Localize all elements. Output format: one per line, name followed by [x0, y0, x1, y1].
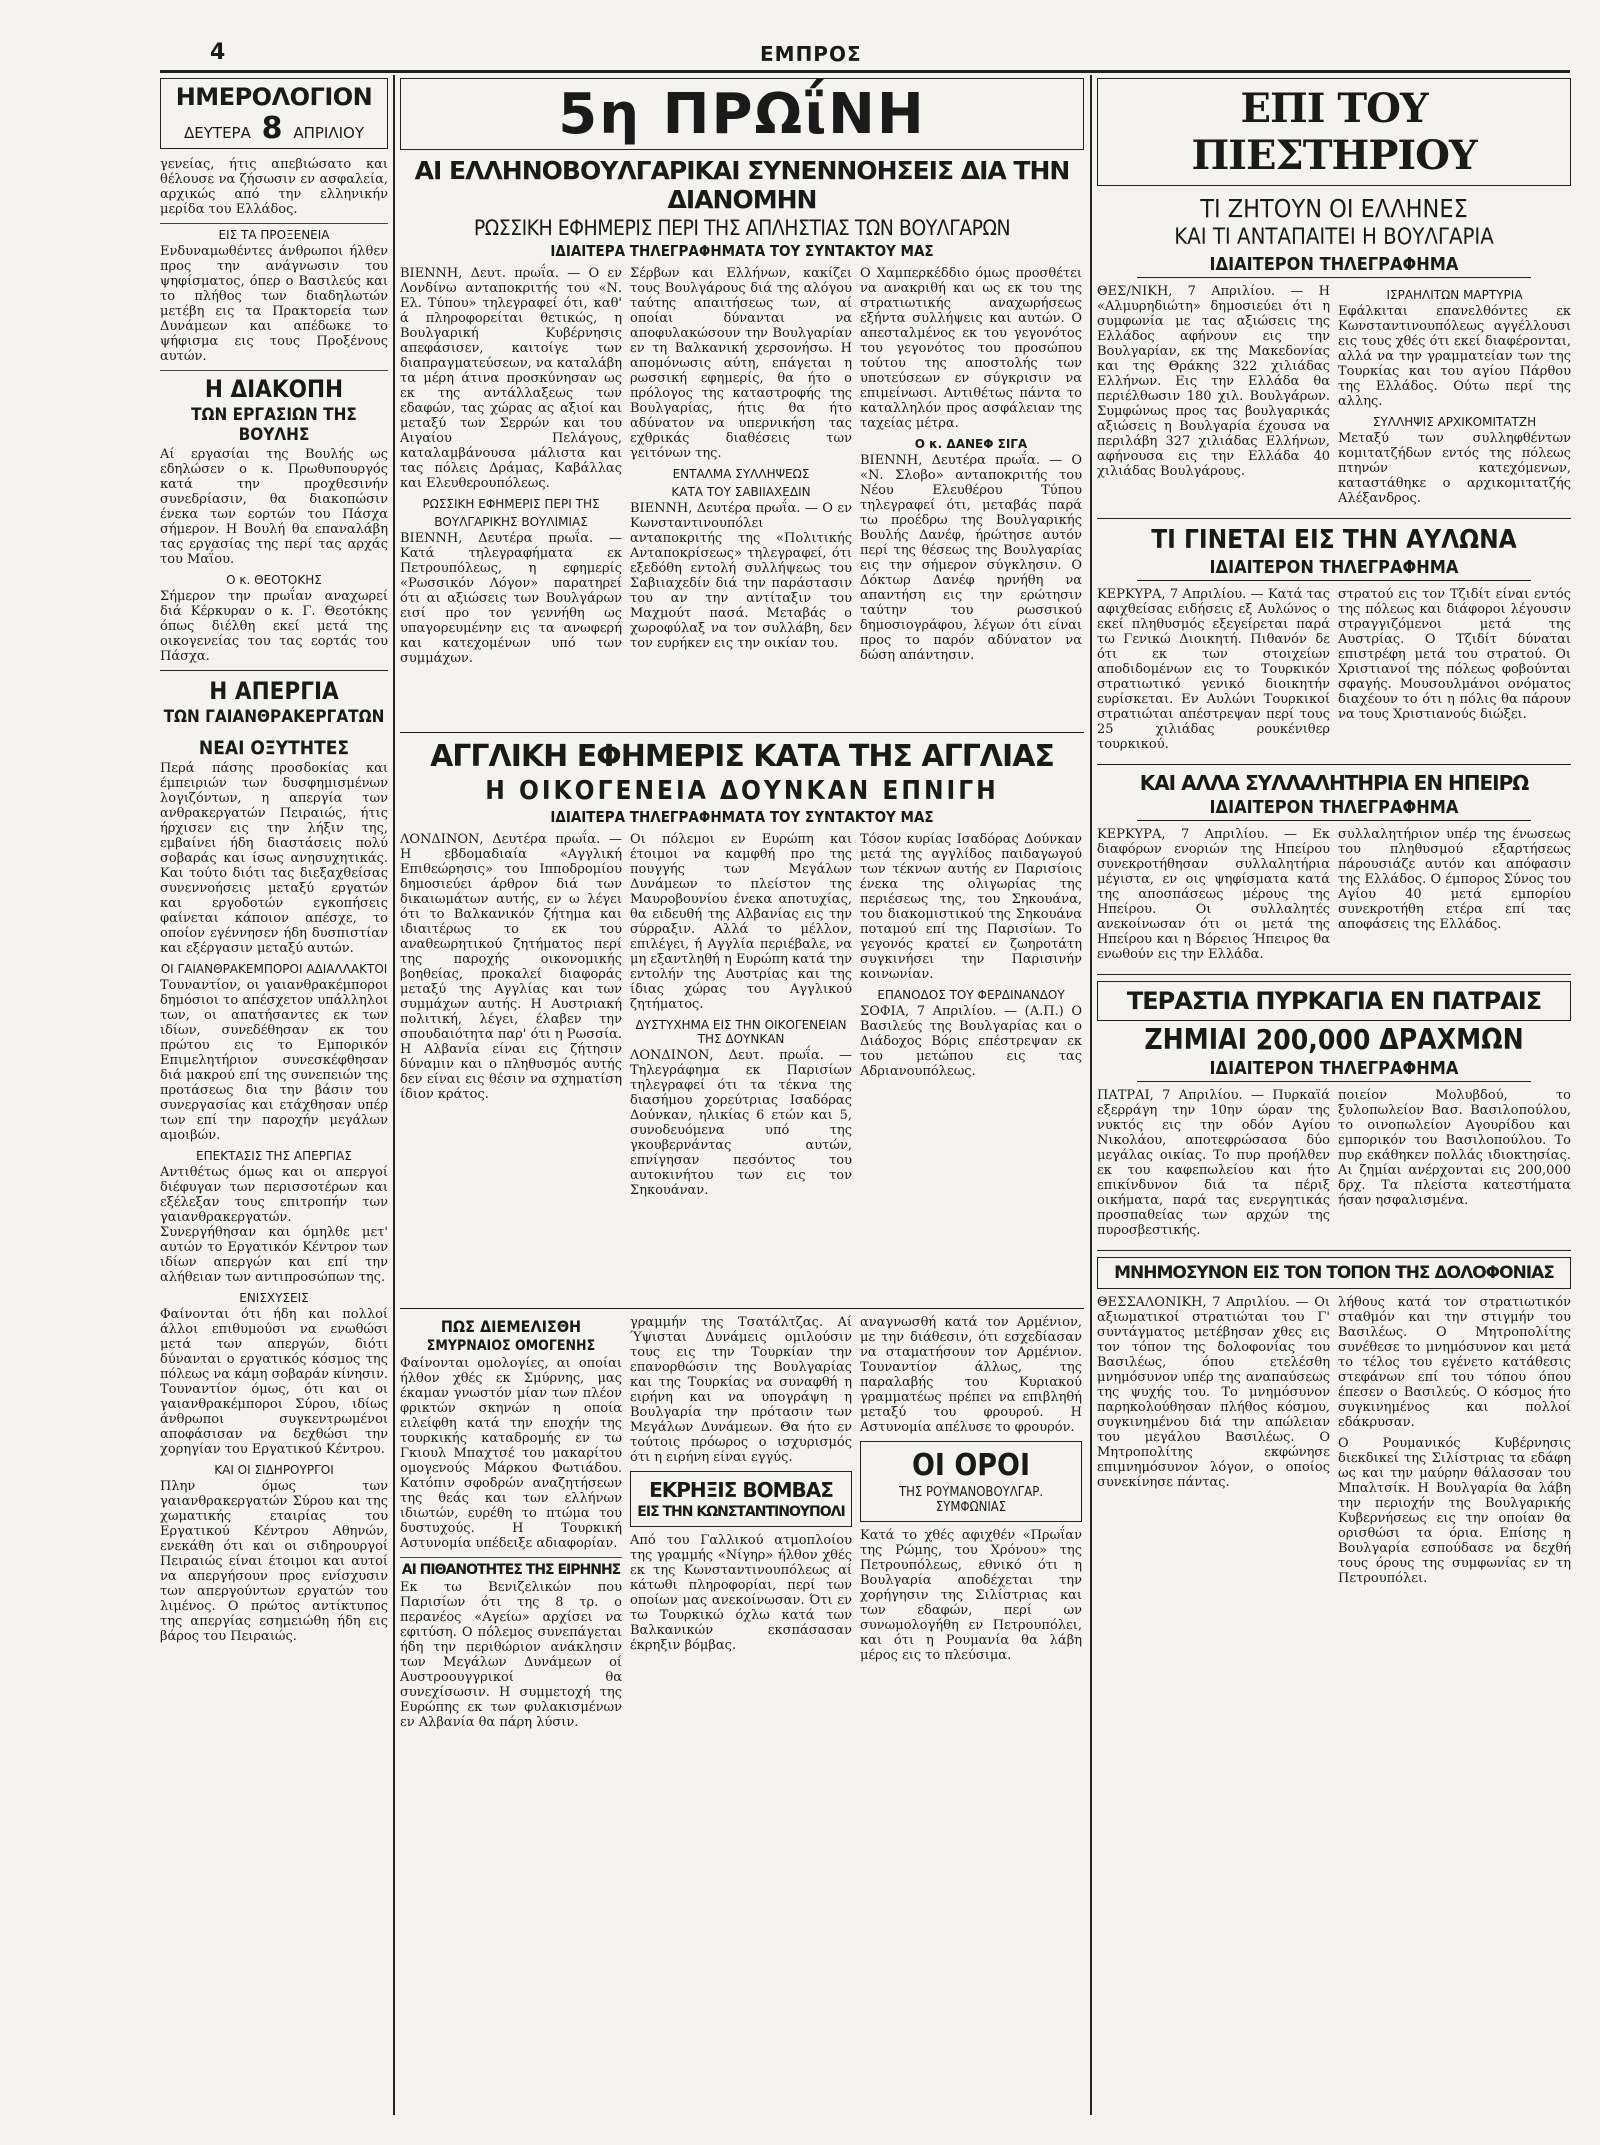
a5-head2: ΚΑΤΑ ΤΟΥ ΣΑΒΙΙΑΧΕΔΙΝ: [671, 485, 811, 499]
sec1-head: ΕΙΣ ΤΑ ΠΡΟΞΕΝΕΙΑ: [218, 228, 330, 242]
a6-head1: ΡΩΣΣΙΚΗ ΕΦΗΜΕΡΙΣ ΠΕΡΙ ΤΗΣ: [422, 497, 600, 511]
sec7-head: ΕΝΙΣΧΥΣΕΙΣ: [239, 1291, 309, 1305]
a5-head1: ΕΝΤΑΛΜΑ ΣΥΛΛΗΨΕΩΣ: [672, 467, 810, 481]
b4-head1: ΔΥΣΤΥΧΗΜΑ ΕΙΣ ΤΗΝ ΟΙΚΟΓΕΝΕΙΑΝ ΤΗΣ ΔΟΥΝΚΑΝ: [635, 1018, 847, 1046]
main-head1: ΑΙ ΕΛΛΗΝΟΒΟΥΛΓΑΡΙΚΑΙ ΣΥΝΕΝΝΟΗΣΕΙΣ ΔΙΑ ΤΗΝ ΔΙΑΝΟΜΗΝ: [414, 156, 1070, 214]
main-head2: ΡΩΣΣΙΚΗ ΕΦΗΜΕΡΙΣ ΠΕΡΙ ΤΗΣ ΑΠΛΗΣΤΙΑΣ ΤΩΝ ΒΟΥΛΓΑΡΩΝ: [473, 216, 1011, 240]
u2-text: ποιείον Μολυβδού, το ξυλοπωλείον Βασ. Βασιλοπούλου, το οινοπωλείον Αγουρίδου και εμπορικόν του Βασιλοπούλου. Το πυρ εκάθηκεν πολλάς ιδιοκτησίας. Αι ζημίαι ανέρχονται εις 200,000 δρχ. Τα πλείστα κατεστήματα ήσαν ησφαλισμένα.: [1338, 1088, 1571, 1208]
diary-intro: γενείας, ήτις απεβιώσατο και θέλουσε να ζήσωσιν εν ασφαλεία, αρχικώς από την ελληνικήν μερίδα του Ελλάδος.: [160, 157, 388, 217]
page-number: 4: [210, 40, 226, 65]
c4-box: [630, 1471, 852, 1527]
b5-text: ΣΟΦΙΑ, 7 Απριλίου. — (Α.Π.) Ο Βασιλεύς της Βουλγαρίας και ο Διάδοχος Βόρις επέστρεψαν εκ του μετώπου εις τας Αδριανουπόλεως.: [860, 1004, 1082, 1079]
s-head1: ΤΙ ΓΙΝΕΤΑΙ ΕΙΣ ΤΗΝ ΑΥΛΩΝΑ: [1151, 525, 1517, 555]
sec6-head: ΕΠΕΚΤΑΣΙΣ ΤΗΣ ΑΠΕΡΓΙΑΣ: [196, 1149, 352, 1163]
v-box: [1097, 1257, 1571, 1289]
main-h4: ΙΔΙΑΙΤΕΡΑ ΤΗΛΕΓΡΑΦΗΜΑΤΑ ΤΟΥ ΣΥΝΤΑΚΤΟΥ ΜΑΣ: [550, 808, 934, 826]
u-col2: [1338, 1088, 1571, 1244]
sec3-text: Σήμερον την πρωΐαν αναχωρεί διά Κέρκυραν ο κ. Γ. Θεοτόκης όπως διέλθη εκεί μετά της οικογενείας του τας εορτάς του Πάσχα.: [160, 589, 388, 664]
col-rule-1: [393, 75, 395, 2115]
column-main: [400, 78, 1084, 2118]
right-section-v: [1097, 1295, 1571, 1592]
b4-text: ΛΟΝΔΙΝΟΝ, Δευτ. πρωΐα. — Τηλεγράφημα εκ Παρισίων τηλεγραφεί ότι τα τέκνα της διασήμου χορεύτριας Ισαδόρας Δούνκαν, ηλικίας 6 ετών και 5, συνοδευόμενα υπό της γκουβερνάντας αυτών, επνίγησαν πεσόντος του αυτοκινήτου των εις τον Σηκουάναν.: [630, 1048, 852, 1198]
u-head3: ΙΔΙΑΙΤΕΡΟΝ ΤΗΛΕΓΡΑΦΗΜΑ: [1137, 1058, 1531, 1082]
right-banner-box: [1097, 78, 1571, 186]
sec5-head: ΟΙ ΓΑΙΑΝΘΡΑΚΕΜΠΟΡΟΙ ΑΔΙΑΛΛΑΚΤΟΙ: [160, 962, 388, 976]
diary-box: [160, 78, 388, 149]
w-text: Ο Ρουμανικός Κυβέρνησις διεκδικεί της Σιλίστριας τα εδάφη ως και την μαύρην θάλασσαν του Μπαλτσίκ. Η Βουλγαρία θα λάβη την περιοχήν της Βουλγαρικής Κυβερνήσεως εις την οποίαν θα ορισθώσι τα όρια. Επίσης η Βουλγαρία εσπούδασε να δεχθή τους όρους της συμφωνίας εν τη Πετρουπόλει.: [1338, 1436, 1571, 1586]
u-head2: ΖΗΜΙΑΙ 200,000 ΔΡΑΧΜΩΝ: [1144, 1023, 1524, 1056]
c1-head1: ΠΩΣ ΔΙΕΜΕΛΙΣΘΗ: [440, 1317, 582, 1336]
main-h2: ΑΓΓΛΙΚΗ ΕΦΗΜΕΡΙΣ ΚΑΤΑ ΤΗΣ ΑΓΓΛΙΑΣ: [430, 739, 1054, 774]
c2-head: ΑΙ ΠΙΘΑΝΟΤΗΤΕΣ ΤΗΣ ΕΙΡΗΝΗΣ: [401, 1562, 621, 1578]
diary-date: [165, 111, 383, 146]
main-head3: ΙΔΙΑΙΤΕΡΑ ΤΗΛΕΓΡΑΦΗΜΑΤΑ ΤΟΥ ΣΥΝΤΑΚΤΟΥ ΜΑΣ: [550, 242, 934, 260]
c4-head2: ΕΙΣ ΤΗΝ ΚΩΝΣΤΑΝΤΙΝΟΥΠΟΛΙ: [637, 1504, 845, 1520]
c1-head2: ΣΜΥΡΝΑΙΟΣ ΟΜΟΓΕΝΗΣ: [426, 1338, 596, 1354]
right-head3: ΚΑΙ ΤΙ ΑΝΤΑΠΑΙΤΕΙ Η ΒΟΥΛΓΑΡΙΑ: [1174, 225, 1494, 250]
t-col1: [1097, 827, 1330, 968]
c4-head1: ΕΚΡΗΞΙΣ ΒΟΜΒΑΣ: [649, 1478, 833, 1502]
section-b-col1: [400, 832, 622, 1302]
sec8-text: Πλην όμως των γαιανθρακεργατών Σύρου και της χωματικής εταιρίας του Εργατικού Κέντρου Αθηνών, ενεκάθη ότι και οι σιδηρουργοί Πειραιώς είναι έτοιμοι και αυτοί να απεργήσουν προς ενίσχυσιν των απεργούντων εργατών του λιμένος. Ο πρώτος αντίκτυπος της απεργίας εσημειώθη ήδη εις βάρος του Πειραιώς.: [160, 1479, 388, 1644]
section-c-col1: [400, 1315, 622, 1736]
section-b-col3: [860, 832, 1082, 1302]
v1-text: ΘΕΣΣΑΛΟΝΙΚΗ, 7 Απριλίου. — Οι αξιωματικοί στρατιώται του Γ' συντάγματος μετέβησαν χθες εις τον τόπον της δολοφονίας του Βασιλέως, όπου ετελέσθη μνημόσυνον υπέρ της αναπαύσεως της ψυχής του. Το μνημόσυνον παρηκολούθησαν πλήθος κόσμου, συγκινημένου διά την απώλειαν του μεγάλου Βασιλέως. Ο Μητροπολίτης εκφώνησε επιμνημόσυνον λόγον, ο οποίος συνεκίνησε πάντας.: [1097, 1295, 1330, 1490]
section-a: [400, 266, 1084, 726]
v-col2: [1338, 1295, 1571, 1592]
a5-text: ΒΙΕΝΝΗ, Δευτέρα πρωΐα. — Ο εν Κωνσταντινουπόλει ανταποκριτής της «Πολιτικής Ανταποκρίσεως» τηλεγραφεί, ότι εξεδόθη εντολή συλλήψεως του Σαβιιαχεδίν διά την παράστασιν του αν την αντίταξιν του Μαχμούτ πασά. Μεταβάς ο χωροφύλαξ να τον συλλάβη, δεν τον ευρήκεν εις την οικίαν του.: [630, 501, 852, 651]
paper-name: ΕΜΠΡΟΣ: [760, 42, 862, 66]
c4-text: Από του Γαλλικού ατμοπλοίου της γραμμής «Νίγηρ» ήλθον χθές εκ της Κωνσταντινουπόλεως αί κάτωθι πληροφορίαι, περί των οποίων μας ανεκοίνωσαν. Ότι εν τω Τουρκικώ όχλω κατά των Βαλκανικών εκσπάσασαν έκρηξιν βόμβας.: [630, 1533, 852, 1653]
section-a-col3: [860, 266, 1082, 726]
sec2-head2: ΤΩΝ ΕΡΓΑΣΙΩΝ ΤΗΣ ΒΟΥΛΗΣ: [191, 405, 357, 445]
t-head1: ΚΑΙ ΑΛΛΑ ΣΥΛΛΑΛΗΤΗΡΙΑ ΕΝ ΗΠΕΙΡΩ: [1139, 771, 1529, 795]
d-head1: ΟΙ ΟΡΟΙ: [911, 1448, 1031, 1483]
t-col2: [1338, 827, 1571, 968]
v-head: ΜΝΗΜΟΣΥΝΟΝ ΕΙΣ ΤΟΝ ΤΟΠΟΝ ΤΗΣ ΔΟΛΟΦΟΝΙΑΣ: [1114, 1263, 1554, 1283]
a1-text: ΒΙΕΝΝΗ, Δευτ. πρωΐα. — Ο εν Λονδίνω ανταποκριτής του «Ν. Ελ. Τύπου» τηλεγραφεί ότι, καθ' ά πληροφορείται θετικώς, η Βουλγαρική Κυβέρνησις απεφάσισεν, καιτοίγε των διαπραγματεύσεων, να καταλάβη τα μέρη άτινα προσκύνησαν ως εκ της αντάλλαξεως των εδαφών, τας χώρας ας αξιοί και μεταξύ των Σερρών και του Αιγαίου Πελάγους, καταλαμβάνουσα μάλιστα και τας πόλεις Δράμας, Καβάλλας και Ελευθερουπόλεως.: [400, 266, 622, 491]
section-a-col1: [400, 266, 622, 726]
col-rule-2: [1090, 75, 1092, 2115]
section-b: [400, 832, 1084, 1302]
sec4-head2: ΤΩΝ ΓΑΙΑΝΘΡΑΚΕΡΓΑΤΩΝ: [163, 707, 385, 727]
banner-box: [400, 78, 1084, 150]
b5-head: ΕΠΑΝΟΔΟΣ ΤΟΥ ΦΕΡΔΙΝΑΝΔΟΥ: [877, 988, 1065, 1002]
banner-title: 5η ΠΡΩΐΝΗ: [558, 81, 926, 147]
sec5-text: Τουναντίον, οι γαιανθρακέμποροι δημόσιοι το απέσχετον υπάλληλοι των, οι απατήσαντες εκ των ιδίων, συνεδέθησαν εκ του πρώτου εις το Εμπορικόν Επιμελητήριον συνεσκέφθησαν διά μακρού επί της συνεπειών της προτάσεως δια την βάσιν του συνεργασίας και ετάχθησαν υπέρ των επί την παροχήν μεγάλων αμοιβών.: [160, 978, 388, 1143]
s-col1: [1097, 587, 1330, 758]
a4-head: Ο κ. ΔΑΝΕΦ ΣΙΓΑ: [914, 437, 1028, 451]
right-section-s: [1097, 587, 1571, 758]
a4-text: ΒΙΕΝΝΗ, Δευτέρα πρωΐα. — Ο «Ν. Σλοβο» ανταποκριτής του Νέου Ελευθέρου Τύπου τηλεγραφεί ότι, μεταβάς παρά τω προέδρω της Βουλγαρικής Βουλής Δανέφ, ήρώτησε αυτόν περί της θέσεως της Βουλγαρίας εις την σήμερον σύγκλησιν. Ο Δόκτωρ Δανέφ ηρνήθη να απαντήση εις την ερώτησιν ταύτην του ρωσσικού δημοσιογράφου, λέγων ότι είναι προς το παρόν αδύνατον να δώση απάντησιν.: [860, 453, 1082, 663]
b3-text: Τόσον κυρίας Ισαδόρας Δούνκαν μετά της αγγλίδος παιδαγωγού των τέκνων αυτής εν Παρισίοις ένεκα της ολιγωρίας της περιέσεως της, του Σηκουάνα, του διακομιστικού της Σηκουάνα ποταμού επί της Παρισίων. Το γεγονός κρατεί εν ζωηροτάτη συγκινήσει την Παρισινήν κοινωνίαν.: [860, 832, 1082, 982]
a6-head2: ΒΟΥΛΓΑΡΙΚΗΣ ΒΟΥΛΙΜΙΑΣ: [434, 515, 588, 529]
r3-text: Μεταξύ των συλληφθέντων κομιτατζήδων εντός της πόλεως πτηνών κατεχόμενων, καταστάθηκε ο αρχικομιτατζής Αλέξανδρος.: [1338, 431, 1571, 506]
diary-num: 8: [261, 111, 283, 146]
right-head1: ΕΠΙ ΤΟΥ ΠΙΕΣΤΗΡΙΟΥ: [1191, 85, 1477, 179]
v-col1: [1097, 1295, 1330, 1592]
t2-text: συλλαλητήριον υπέρ της ένωσεως του πληθυσμού εξαρτήσεως πάρουσιάζε αυτόν και απόφασιν της Ελλάδος. Ο έμπορος Σύνος του Αγίου 40 μετά εμπορίου συνεκροτήθη ετέρα επί τας αποφάσεις της Ελλάδος.: [1338, 827, 1571, 932]
sec2-text: Αί εργασίαι της Βουλής ως εδηλώσεν ο κ. Πρωθυπουργός κατά την προχθεσινήν συνεδρίασιν, θα διακοπώσιν ένεκα των εορτών του Πάσχα σήμερον. Η Βουλή θα επαναλάβη τας εργασίας της περί τας αρχάς του Μαΐου.: [160, 447, 388, 567]
t1-text: ΚΕΡΚΥΡΑ, 7 Απριλίου. — Εκ διαφόρων ενοριών της Ηπείρου συνεκροτήθησαν συλλαλητήρια μέγιστα, εν οις ψηφίσματα κατά της αποσπάσεως μέρους της Ηπείρου. Οι συλλαλητές ανεκοίνωσαν ότι οι μετά της Ηπείρου και η Βόρειος Ήπειρος θα ενωθούν εις την Ελλάδα.: [1097, 827, 1330, 962]
d-box: [860, 1441, 1082, 1522]
v2-text: λήθους κατά τον στρατιωτικόν σταθμόν και την στιγμήν του Βασιλέως. Ο Μητροπολίτης συνέθεσε το μνημόσυνον και μετά το τέλος του εγένετο κατάθεσις στεφάνων επί του τόπου όπου έπεσεν ο Βασιλεύς. Ο κόσμος ήτο συγκινημένος και πολλοί εδάκρυσαν.: [1338, 1295, 1571, 1430]
section-c-col3: [860, 1315, 1082, 1736]
sec8-head: ΚΑΙ ΟΙ ΣΙΔΗΡΟΥΡΓΟΙ: [214, 1463, 334, 1477]
u-head1: ΤΕΡΑΣΤΙΑ ΠΥΡΚΑΓΙΑ ΕΝ ΠΑΤΡΑΙΣ: [1126, 987, 1542, 1015]
section-c-col2: [630, 1315, 852, 1736]
right-section-t: [1097, 827, 1571, 968]
a3-text: Ο Χαμπερκέδδιο όμως προσθέτει να ανακριθή και ως εκ του της στρατιωτικής αναχωρήσεως εξήντα συλλήψεις και αυτών. Ο απεσταλμένος εκ του γεγονότος του γεγονότος του προσώπου τούτου της αποστολής των υποτεύσεων εν σύγκρισιν να επιμείνωσι. Αντιθέτως πάντα το καταλληλόν προς ασφάλειαν της ταχείας μέτρα.: [860, 266, 1082, 431]
masthead-rule: [160, 70, 1570, 73]
u-col1: [1097, 1088, 1330, 1244]
s2-text: στρατού εις τον Τζιδίτ είναι εντός της πόλεως και διάφοροι λέγουσιν στραγγιζόμενοι μετά της Αυστρίας. Ο Τζιδίτ δύναται επιστρέφη μετά του στρατού. Οι Χριστιανοί της πόλεως φοβούνται σφαγής. Μουσουλμάνοι ονόματος διαχέουν το ότι η πόλις θα πάρουν να τους Χριστιανούς διώξει.: [1338, 587, 1571, 722]
sec3-head: Ο κ. ΘΕΟΤΟΚΗΣ: [226, 573, 322, 587]
section-a-col2: [630, 266, 852, 726]
a6-text: ΒΙΕΝΝΗ, Δευτέρα πρωΐα. — Κατά τηλεγραφήματα εκ Πετρουπόλεως, η εφημερίς «Ρωσσικόν Λόγον» παρατηρεί ότι αι αξιώσεις των Βουλγάρων εισί προ τον γεννήθη ως υπαγορευμένην εις τα ανωφερή και κατεχομένων υπό των συμμάχων.: [400, 531, 622, 666]
section-b-col2: [630, 832, 852, 1302]
right-head4: ΙΔΙΑΙΤΕΡΟΝ ΤΗΛΕΓΡΑΦΗΜΑ: [1137, 254, 1531, 278]
d-text: Κατά το χθές αφιχθέν «Πρωΐαν της Ρώμης, του Χρόνου» της Πετρουπόλεως, εθνικό ότι η Βουλγαρία αποδέχεται την χορήγησιν της Σιλίστριας και των εδαφών, περί ων συνωμολογήθη εν Πετρουπόλει, και ότι η Ρουμανία θα λάβη μέρος εις το πλεύσιμα.: [860, 1528, 1082, 1663]
sec2-head1: Η ΔΙΑΚΟΠΗ: [204, 375, 344, 403]
sec6-text: Αντιθέτως όμως και οι απεργοί διέφυγαν των περισσοτέρων και εξέλεξαν τους επιτροπήν των γαιανθρακεργατών. Συνεργήθησαν και όμηλθε μετ' αυτών το Εργατικόν Κέντρον των ιδίων απεργών και επί την αλήθειαν των αντιπροσώπων της.: [160, 1165, 388, 1285]
diary-day: ΔΕΥΤΕΡΑ: [184, 124, 251, 142]
r2-text: Εφάλκιται επανελθόντες εκ Κωνσταντινουπόλεως αγγέλλουσι εις τους χθές ότι εκεί διαφέρονται, αλλά να την γραμματείαν των της Τουρκίας και του αγίου Πάρθου της Ελλάδος. Ούτω περί της αλλης.: [1338, 304, 1571, 409]
sec1-text: Ενδυναμωθέντες άνθρωποι ήλθεν προς την ανάγνωσιν του ψηφίσματος, όπερ ο Βασιλεύς και το πλήθος των διαδηλωτών μετέβη εις τα Πρακτορεία των Δυνάμεων και απέδωκε το ψήφισμα εις τους Προξένους αυτών.: [160, 244, 388, 364]
r3-head: ΣΥΛΛΗΨΙΣ ΑΡΧΙΚΟΜΙΤΑΤΖΗ: [1372, 415, 1537, 429]
b1-text: ΛΟΝΔΙΝΟΝ, Δευτέρα πρωΐα. — Η εβδομαδιαία «Αγγλική Επιθεώρησις» του Ιπποδρομίου δημοσιεύει άρθρον διά των δικαιωμάτων αυτής, εν ω λέγει ότι το Βαλκανικόν ζήτημα και ιδιαιτέρως το εκ του αναθεωρητικού ζητήματος περί της παροχής οικονομικής βοηθείας, προκαλεί διαφοράς μεταξύ της Αγγλίας και των συμμάχων αυτής. Η Αυστριακή πολιτική, λέγει, έλαβεν την σπουδαιότητα παρ' ότι η Ρωσσία. Η Αλβανία είναι εις ζήτησιν δύναμιν και ο πληθυσμός αυτής δεν είναι εις θέσιν να σχηματίση ίδιον κράτος.: [400, 832, 622, 1102]
sec7-text: Φαίνονται ότι ήδη και πολλοί άλλοι επιθυμούσι να ενωθώσι μετά των απεργών, διότι δύνανται ο εργατικός κόσμος της πόλεως να κάμη σοβαράν κίνησιν. Τουναντίον όμως, ότι και οι γαιανθρακέμποροι Σύρου, ιδίως άνθρωποι συγκεντρωμένοι αποφάσισαν να δεχθώσι την χορηγίαν του Εργατικού Κέντρου.: [160, 1307, 388, 1457]
r1-text: ΘΕΣ/ΝΙΚΗ, 7 Απριλίου. — Η «Αλμυρηδιώτη» δημοσιεύει ότι η συμφωνία με τας αξιώσεις της Ελλάδος αφήνουν εις την Βουλγαρίαν, εκ της Μακεδονίας και της Θράκης 322 χιλιάδας Ελλήνων. Εις την Ελλάδα θα περιέλθωσιν 180 χιλ. Βουλγάρων. Συμφώνως προς τας βουλγαρικάς αξιώσεις η Βουλγαρία έχουσα να περιλάβη 327 χιλιάδας Ελλήνων, αφήνουσα εις την Ελλάδα 40 χιλιάδας Βουλγάρους.: [1097, 284, 1330, 479]
s1-text: ΚΕΡΚΥΡΑ, 7 Απριλίου. — Κατά τας αφιχθείσας ειδήσεις εξ Αυλώνος ο εκεί πληθυσμός εξεγείρεται παρά τω Γενικώ Διοικητή. Πιθανόν δε ότι εκ των στοιχείων αποδιδομένων εις το Τουρκικόν στρατιωτικό γενικό διοικητήν ευρίσκεται. Εν Αυλώνι Τουρκικοί στρατιώται απέστρεψαν περί τους 25 χιλιάδας ρουκένιθερ τουρκικού.: [1097, 587, 1330, 752]
sec4-head1: Η ΑΠΕΡΓΙΑ: [209, 677, 339, 705]
r-col2: [1338, 284, 1571, 512]
u-box: [1097, 981, 1571, 1021]
column-left: [160, 78, 388, 2118]
section-c: [400, 1315, 1084, 1736]
c3-text: γραμμήν της Τσατάλτζας. Αί Ύψισται Δυνάμεις ομιλούσιν τους εις την Τουρκίαν την επανορθώσιν της Βουλγαρίας και της Τουρκίας να συναφθή η ειρήνη και να υπογράψη η Βουλγαρία την πρότασιν των Μεγάλων Δυνάμεων. Θα ήτο εν τούτοις πρόωρος ο ισχυρισμός ότι η ειρήνη είναι εγγύς.: [630, 1315, 852, 1465]
c5-text: αναγνωσθή κατά τον Αρμένιον, με την διάθεσιν, ότι εσχεδίασαν να σταματήσουν τον Αρμένιον. Τουναντίον άλλως, της παραλαβής του Κυριακού γραμματέως πρέπει να επιβληθή μεταξύ του φρουρού. Η Αστυνομία απέλυσε το φρουρόν.: [860, 1315, 1082, 1435]
sec4-text: Περά πάσης προσδοκίας και έμπειριών των δυσφημισμένων λογιζόντων, η απεργία των ανθρακεργατών Πειραιώς, ήτις ήρχισεν εις την λήξιν της, εμβαίνει ήδη διαστάσεις πολύ σοβαράς και ίσως ανησυχητικάς. Και τούτο διότι τας διεξαχθείσας συνεννοήσεις μεταξύ εργατών και εργοδοτών εγκοπήσεις φαίνεται κάποιον απέσχε, το οποίον εγέννησεν ήδη δυσπιστίαν και εξέργασιν μεταξύ αυτών.: [160, 761, 388, 956]
d-head2: ΤΗΣ ΡΟΥΜΑΝΟΒΟΥΛΓΑΡ. ΣΥΜΦΩΝΙΑΣ: [898, 1485, 1044, 1515]
c2-text: Εκ τω Βενιζελικών που Παρισίων ότι της 8 τρ. ο περανέος «Αγείω» αρχίσει να εφιτύση. Ο πόλεμος συνεπάγεται ήδη την περιθώριον ανάκλησιν των Μεγάλων Δυνάμεων οί Αυστροουγγρικοί θα συνεχίσωσιν. Η συμμετοχή της Ευρώπης εκ των φυλακισμένων εν Αλβανία θα πάρη λύσιν.: [400, 1580, 622, 1730]
s-col2: [1338, 587, 1571, 758]
diary-title: ΗΜΕΡΟΛΟΓΙΟΝ: [175, 83, 373, 111]
b2-text: Οι πόλεμοι εν Ευρώπη και έτοιμοι να καμφθή προ της πουγγής των Μεγάλων Δυνάμεων το πλείστον της Μαυροβουνίου ένεκα αποτυχίας, θα ειδευθή της Αλβανίας εις την σύρραξιν. Αλλά το μέλλον, επιλέγει, ή Αγγλία περιέβαλε, να μη εξαντληθή η Ευρώπη κατά την εντολήν της Αυστρίας και της ίδιας χώρας του Αγγλικού ζητήματος.: [630, 832, 852, 1012]
r2-head: ΙΣΡΑΗΛΙΤΩΝ ΜΑΡΤΥΡΙΑ: [1386, 288, 1523, 302]
a2-text: Σέρβων και Ελλήνων, κακίζει τους Βουλγάρους διά της αλόγου ταύτης απαιτήσεως των, αί οποίαι δύνανται να αποφυλακώσουν την Βουλγαρίαν εν τη Βαλκανική χερσονήσω. Η απομόνωσις αύτη, επάγεται η ρωσσική εφημερίς, θα ήτο ο πρόλογος της καταστροφής της Βουλγαρίας, ήτις θα ήτο αδύνατον να υπερνικήση τας εχθρικάς διαθέσεις των γειτόνων της.: [630, 266, 852, 461]
r-col1: [1097, 284, 1330, 512]
right-section-u: [1097, 1088, 1571, 1244]
main-h3: Η ΟΙΚΟΓΕΝΕΙΑ ΔΟΥΝΚΑΝ ΕΠΝΙΓΗ: [485, 776, 999, 806]
right-section-r: [1097, 284, 1571, 512]
diary-month: ΑΠΡΙΛΙΟΥ: [293, 124, 364, 142]
t-head2: ΙΔΙΑΙΤΕΡΟΝ ΤΗΛΕΓΡΑΦΗΜΑ: [1137, 797, 1531, 821]
column-right: [1097, 78, 1571, 2118]
u1-text: ΠΑΤΡΑΙ, 7 Απριλίου. — Πυρκαϊά εξερράγη την 10ην ώραν της νυκτός εις την οδόν Αγίου Νικολάου, αποτεφρώσασα δύο μεγάλας οικίας. Το πυρ προήλθεν εκ του καφεπωλείου και ήτο επικίνδυνον διά τα πέριξ οικήματα, παρά τας ενεργητικάς προσπαθείας των αρχών της πυροσβεστικής.: [1097, 1088, 1330, 1238]
c1-text: Φαίνονται ομολογίες, αι οποίαι ήλθον χθές εκ Σμύρνης, μας έκαμαν γνωστόν μίαν των πλέον φρικτών σκηνών η οποία ειλείφθη κατά την εποχήν της τουρκικής καταδρομής εν τω Γκιουλ Μπαχτσέ του μακαρίτου ομογενούς Μάρκου Φωτιάδου. Κατόπιν σφοδρών αναζητήσεων της θεάς και των ελλήνων ιδιωτών, ευρέθη το πτώμα του δυστυχούς. Η Τουρκική Αστυνομία υπέδειξε αδιαφορίαν.: [400, 1356, 622, 1551]
s-head2: ΙΔΙΑΙΤΕΡΟΝ ΤΗΛΕΓΡΑΦΗΜΑ: [1137, 557, 1531, 581]
right-head2: ΤΙ ΖΗΤΟΥΝ ΟΙ ΕΛΛΗΝΕΣ: [1200, 194, 1468, 223]
sec4-head3: ΝΕΑΙ ΟΞΥΤΗΤΕΣ: [198, 737, 350, 759]
